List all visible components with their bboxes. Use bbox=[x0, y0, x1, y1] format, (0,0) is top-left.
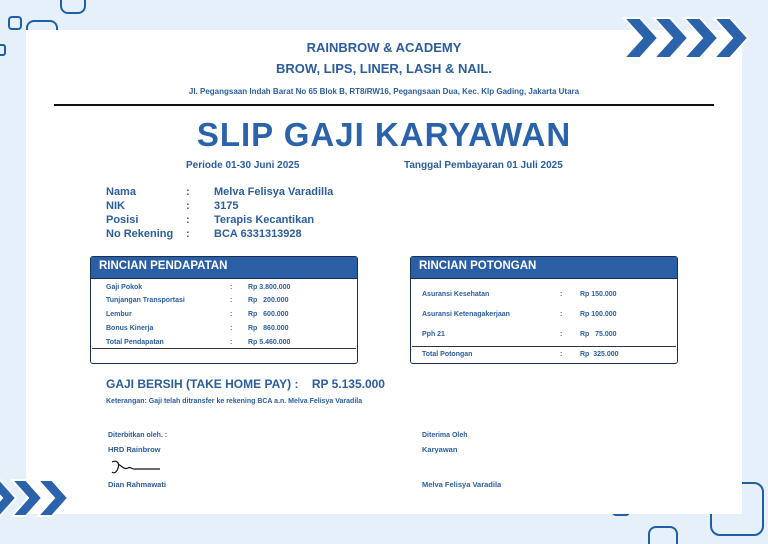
deductions-panel bbox=[410, 256, 678, 364]
colon: : bbox=[186, 200, 190, 212]
colon: : bbox=[560, 311, 563, 318]
colon: : bbox=[230, 284, 233, 291]
colon: : bbox=[230, 311, 233, 318]
income-label: Gaji Pokok bbox=[106, 284, 143, 291]
colon: : bbox=[186, 186, 190, 198]
employee-field-label: No Rekening bbox=[106, 228, 174, 240]
company-tagline: BROW, LIPS, LINER, LASH & NAIL. bbox=[276, 61, 492, 76]
receiver-caption: Diterima Oleh bbox=[422, 432, 468, 439]
colon: : bbox=[560, 331, 563, 338]
deduction-total-label: Total Potongan bbox=[422, 351, 473, 358]
employee-field-label: NIK bbox=[106, 200, 125, 212]
employee-nik-row bbox=[106, 200, 238, 212]
colon: : bbox=[560, 291, 563, 298]
employee-position-row bbox=[106, 214, 314, 226]
income-heading: RINCIAN PENDAPATAN bbox=[91, 257, 357, 279]
colon: : bbox=[230, 297, 233, 304]
employee-field-value: Terapis Kecantikan bbox=[214, 214, 315, 226]
header-divider bbox=[54, 104, 714, 106]
colon: : bbox=[186, 228, 190, 240]
deduction-value: Rp 75.000 bbox=[580, 331, 617, 338]
decorative-square bbox=[8, 16, 22, 30]
colon: : bbox=[230, 325, 233, 332]
deduction-row bbox=[422, 331, 617, 338]
page-title: SLIP GAJI KARYAWAN bbox=[196, 116, 572, 153]
employee-field-value: Melva Felisya Varadilla bbox=[214, 186, 334, 198]
company-address: Jl. Pegangsaan Indah Barat No 65 Blok B, RT8/RW16, Pegangsaan Dua, Kec. Klp Gading, Jakarta Utara bbox=[188, 87, 580, 96]
colon: : bbox=[560, 351, 563, 358]
period: Periode 01-30 Juni 2025 bbox=[186, 160, 300, 171]
payment-date: Tanggal Pembayaran 01 Juli 2025 bbox=[404, 160, 563, 171]
chevron-decoration-bottom-left bbox=[0, 478, 82, 518]
income-total-row bbox=[106, 339, 290, 346]
income-row bbox=[106, 284, 290, 291]
income-total-divider bbox=[92, 348, 356, 349]
net-pay-amount: RP 5.135.000 bbox=[311, 377, 385, 391]
employee-field-label: Posisi bbox=[106, 214, 139, 226]
deduction-label: Asuransi Ketenagakerjaan bbox=[422, 311, 510, 318]
receiver-name: Melva Felisya Varadila bbox=[422, 480, 502, 489]
deduction-row bbox=[422, 311, 617, 318]
deductions-heading: RINCIAN POTONGAN bbox=[411, 257, 677, 279]
issuer-department: HRD Rainbrow bbox=[108, 445, 161, 454]
income-label: Tunjangan Transportasi bbox=[106, 297, 185, 304]
issuer-caption: Diterbitkan oleh. : bbox=[108, 432, 168, 439]
deduction-label: Asuransi Kesehatan bbox=[422, 291, 490, 298]
deduction-value: Rp 100.000 bbox=[580, 311, 617, 318]
income-value: Rp 200.000 bbox=[248, 297, 289, 304]
issuer-name: Dian Rahmawati bbox=[108, 480, 166, 489]
income-row bbox=[106, 311, 288, 318]
income-total-label: Total Pendapatan bbox=[106, 339, 164, 346]
income-row bbox=[106, 297, 288, 304]
income-value: Rp 600.000 bbox=[248, 311, 289, 318]
chevrons-right-icon bbox=[0, 478, 82, 518]
signature-image bbox=[108, 458, 164, 476]
income-value: Rp 3.800.000 bbox=[248, 284, 291, 291]
net-pay-label: GAJI BERSIH (TAKE HOME PAY) : bbox=[106, 377, 299, 391]
income-label: Lembur bbox=[106, 311, 132, 318]
transfer-note: Keterangan: Gaji telah ditransfer ke rekening BCA a.n. Melva Felisya Varadila bbox=[106, 398, 363, 405]
employee-field-value: BCA 6331313928 bbox=[214, 228, 302, 240]
employee-field-value: 3175 bbox=[214, 200, 239, 212]
deduction-row bbox=[422, 291, 617, 298]
deduction-total-divider bbox=[412, 346, 676, 347]
income-total-value: Rp 5.460.000 bbox=[248, 339, 291, 346]
decorative-square bbox=[60, 0, 86, 14]
income-row bbox=[106, 325, 288, 332]
employee-field-label: Nama bbox=[106, 186, 136, 198]
deduction-value: Rp 150.000 bbox=[580, 291, 617, 298]
employee-name-row bbox=[106, 186, 333, 198]
employee-account-row bbox=[106, 228, 302, 240]
colon: : bbox=[186, 214, 190, 226]
deduction-total-value: Rp 325.000 bbox=[580, 351, 619, 358]
colon: : bbox=[230, 339, 233, 346]
deduction-label: Pph 21 bbox=[422, 331, 445, 338]
receiver-role: Karyawan bbox=[422, 445, 458, 454]
income-label: Bonus Kinerja bbox=[106, 325, 154, 332]
decorative-square bbox=[648, 526, 678, 544]
deduction-total-row bbox=[422, 351, 619, 358]
income-value: Rp 860.000 bbox=[248, 325, 289, 332]
net-pay bbox=[106, 377, 385, 391]
company-name: RAINBROW & ACADEMY bbox=[306, 40, 462, 55]
